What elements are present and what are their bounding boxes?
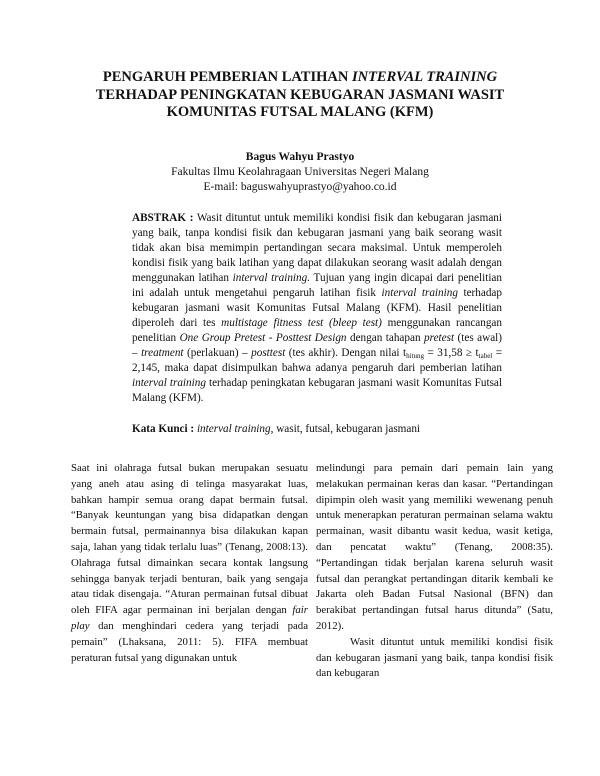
abstract-text: dengan tahapan (346, 332, 425, 344)
abstract-italic: treatment (141, 347, 184, 359)
body-column-left (71, 461, 308, 666)
body-text: dan menghindari cedera yang terjadi pada pemain” (Lhaksana, 2011: 5). FIFA membuat peraturan futsal yang digunakan untuk (71, 619, 308, 664)
abstract-italic: multistage fitness test (bleep test) (221, 317, 382, 329)
abstract (132, 211, 502, 406)
abstract-label: ABSTRAK : (132, 212, 194, 224)
title-line-1 (60, 69, 540, 87)
abstract-text: (tes akhir). Dengan nilai t (285, 347, 407, 359)
abstract-text: menggunakan rancangan penelitian (132, 317, 502, 344)
body-paragraph (71, 461, 308, 666)
abstract-italic: pretest (424, 332, 455, 344)
title-line-2: TERHADAP PENINGKATAN KEBUGARAN JASMANI WASIT (95, 86, 505, 103)
abstract-italic: interval training. (232, 272, 311, 284)
abstract-text: terhadap peningkatan kebugaran jasmani wasit Komunitas Futsal Malang (KFM). (132, 377, 502, 404)
body-paragraph: Wasit dituntut untuk memiliki kondisi fisik dan kebugaran jasmani yang baik, tanpa kondisi fisik dan kebugaran (316, 635, 553, 680)
abstract-text: Tujuan yang ingin dicapai dari penelitian ini adalah untuk mengetahui pengaruh latihan fisik (132, 272, 502, 299)
abstract-text: terhadap kebugaran jasmani wasit Komunitas Futsal Malang (KFM). Hasil penelitian diperoleh dari tes (132, 287, 502, 329)
abstract-text: (perlakuan) – (183, 347, 252, 359)
keywords (132, 422, 502, 437)
author-name: Bagus Wahyu Prastyo (245, 151, 355, 163)
paper-title (60, 69, 540, 122)
title-line-1-text: PENGARUH PEMBERIAN LATIHAN (102, 69, 352, 85)
author-affiliation: Fakultas Ilmu Keolahragaan Universitas Negeri Malang (171, 166, 429, 178)
t-hitung-subscript: hitung (406, 352, 425, 360)
body-paragraph: melindungi para pemain dari pemain lain yang melakukan permainan keras dan kasar. “Pertandingan dipimpin oleh wasit yang memiliki wewenang penuh untuk menerapkan peraturan permainan selama waktu permainan, wasit dibantu wasit kedua, wasit ketiga, dan pencatat waktu” (Tenang, 2008:35). “Pertandingan tidak berjalan karena seluruh wasit futsal dan perangkat pertandingan ditarik kembali ke Jakarta oleh Badan Futsal Nasional (BFN) dan berakibat pertandingan futsal harus ditunda” (Satu, 2012). (316, 462, 553, 632)
title-line-1-italic: INTERVAL TRAINING (351, 69, 498, 85)
keywords-text: wasit, futsal, kebugaran jasmani (273, 423, 421, 435)
abstract-italic: posttest (251, 347, 286, 359)
t-tabel-subscript: tabel (478, 352, 493, 360)
keywords-italic: interval training, (194, 423, 274, 435)
abstract-italic: One Group Pretest - Posttest Design (179, 332, 347, 344)
abstract-italic: interval training (132, 377, 206, 389)
abstract-text: (tes awal) – (132, 332, 503, 359)
body-text: Saat ini olahraga futsal bukan merupakan sesuatu yang aneh atau asing di telinga masyarakat luas, bahkan hampir semua orang dapat bermain futsal. “Banyak keuntungan yang bisa didapatkan dengan bermain futsal, permainannya bisa dilakukan kapan saja, lahan yang tidak terlalu luas” (Tenang, 2008:13). Olahraga futsal dimainkan secara kontak langsung sehingga banyak terjadi benturan, baik yang sengaja atau tidak disengaja. “Aturan permainan futsal dibuat oleh FIFA agar permainan ini berjalan dengan (71, 462, 308, 617)
author-email: E-mail: baguswahyuprastyo@yahoo.co.id (203, 181, 397, 193)
author-block (0, 150, 600, 195)
abstract-text: Wasit dituntut untuk memiliki kondisi fisik dan kebugaran jasmani yang baik, tanpa kondisi fisik dan kebugaran jasmani yang baik seorang wasit tidak akan bisa memimpin pertandingan secara maksimal. Untuk memperoleh kondisi fisik yang baik latihan yang dapat dilakukan seorang wasit adalah dengan menggunakan latihan (132, 212, 503, 284)
body-italic: fair play (71, 604, 308, 632)
title-line-3: KOMUNITAS FUTSAL MALANG (KFM) (166, 104, 434, 120)
abstract-text: = 31,58 ≥ t (424, 347, 479, 359)
abstract-text: = 2,145, maka dapat disimpulkan bahwa adanya pengaruh dari pemberian latihan (132, 347, 503, 374)
keywords-label: Kata Kunci : (132, 423, 195, 435)
body-column-right (316, 461, 553, 682)
abstract-italic: interval training (381, 287, 458, 299)
